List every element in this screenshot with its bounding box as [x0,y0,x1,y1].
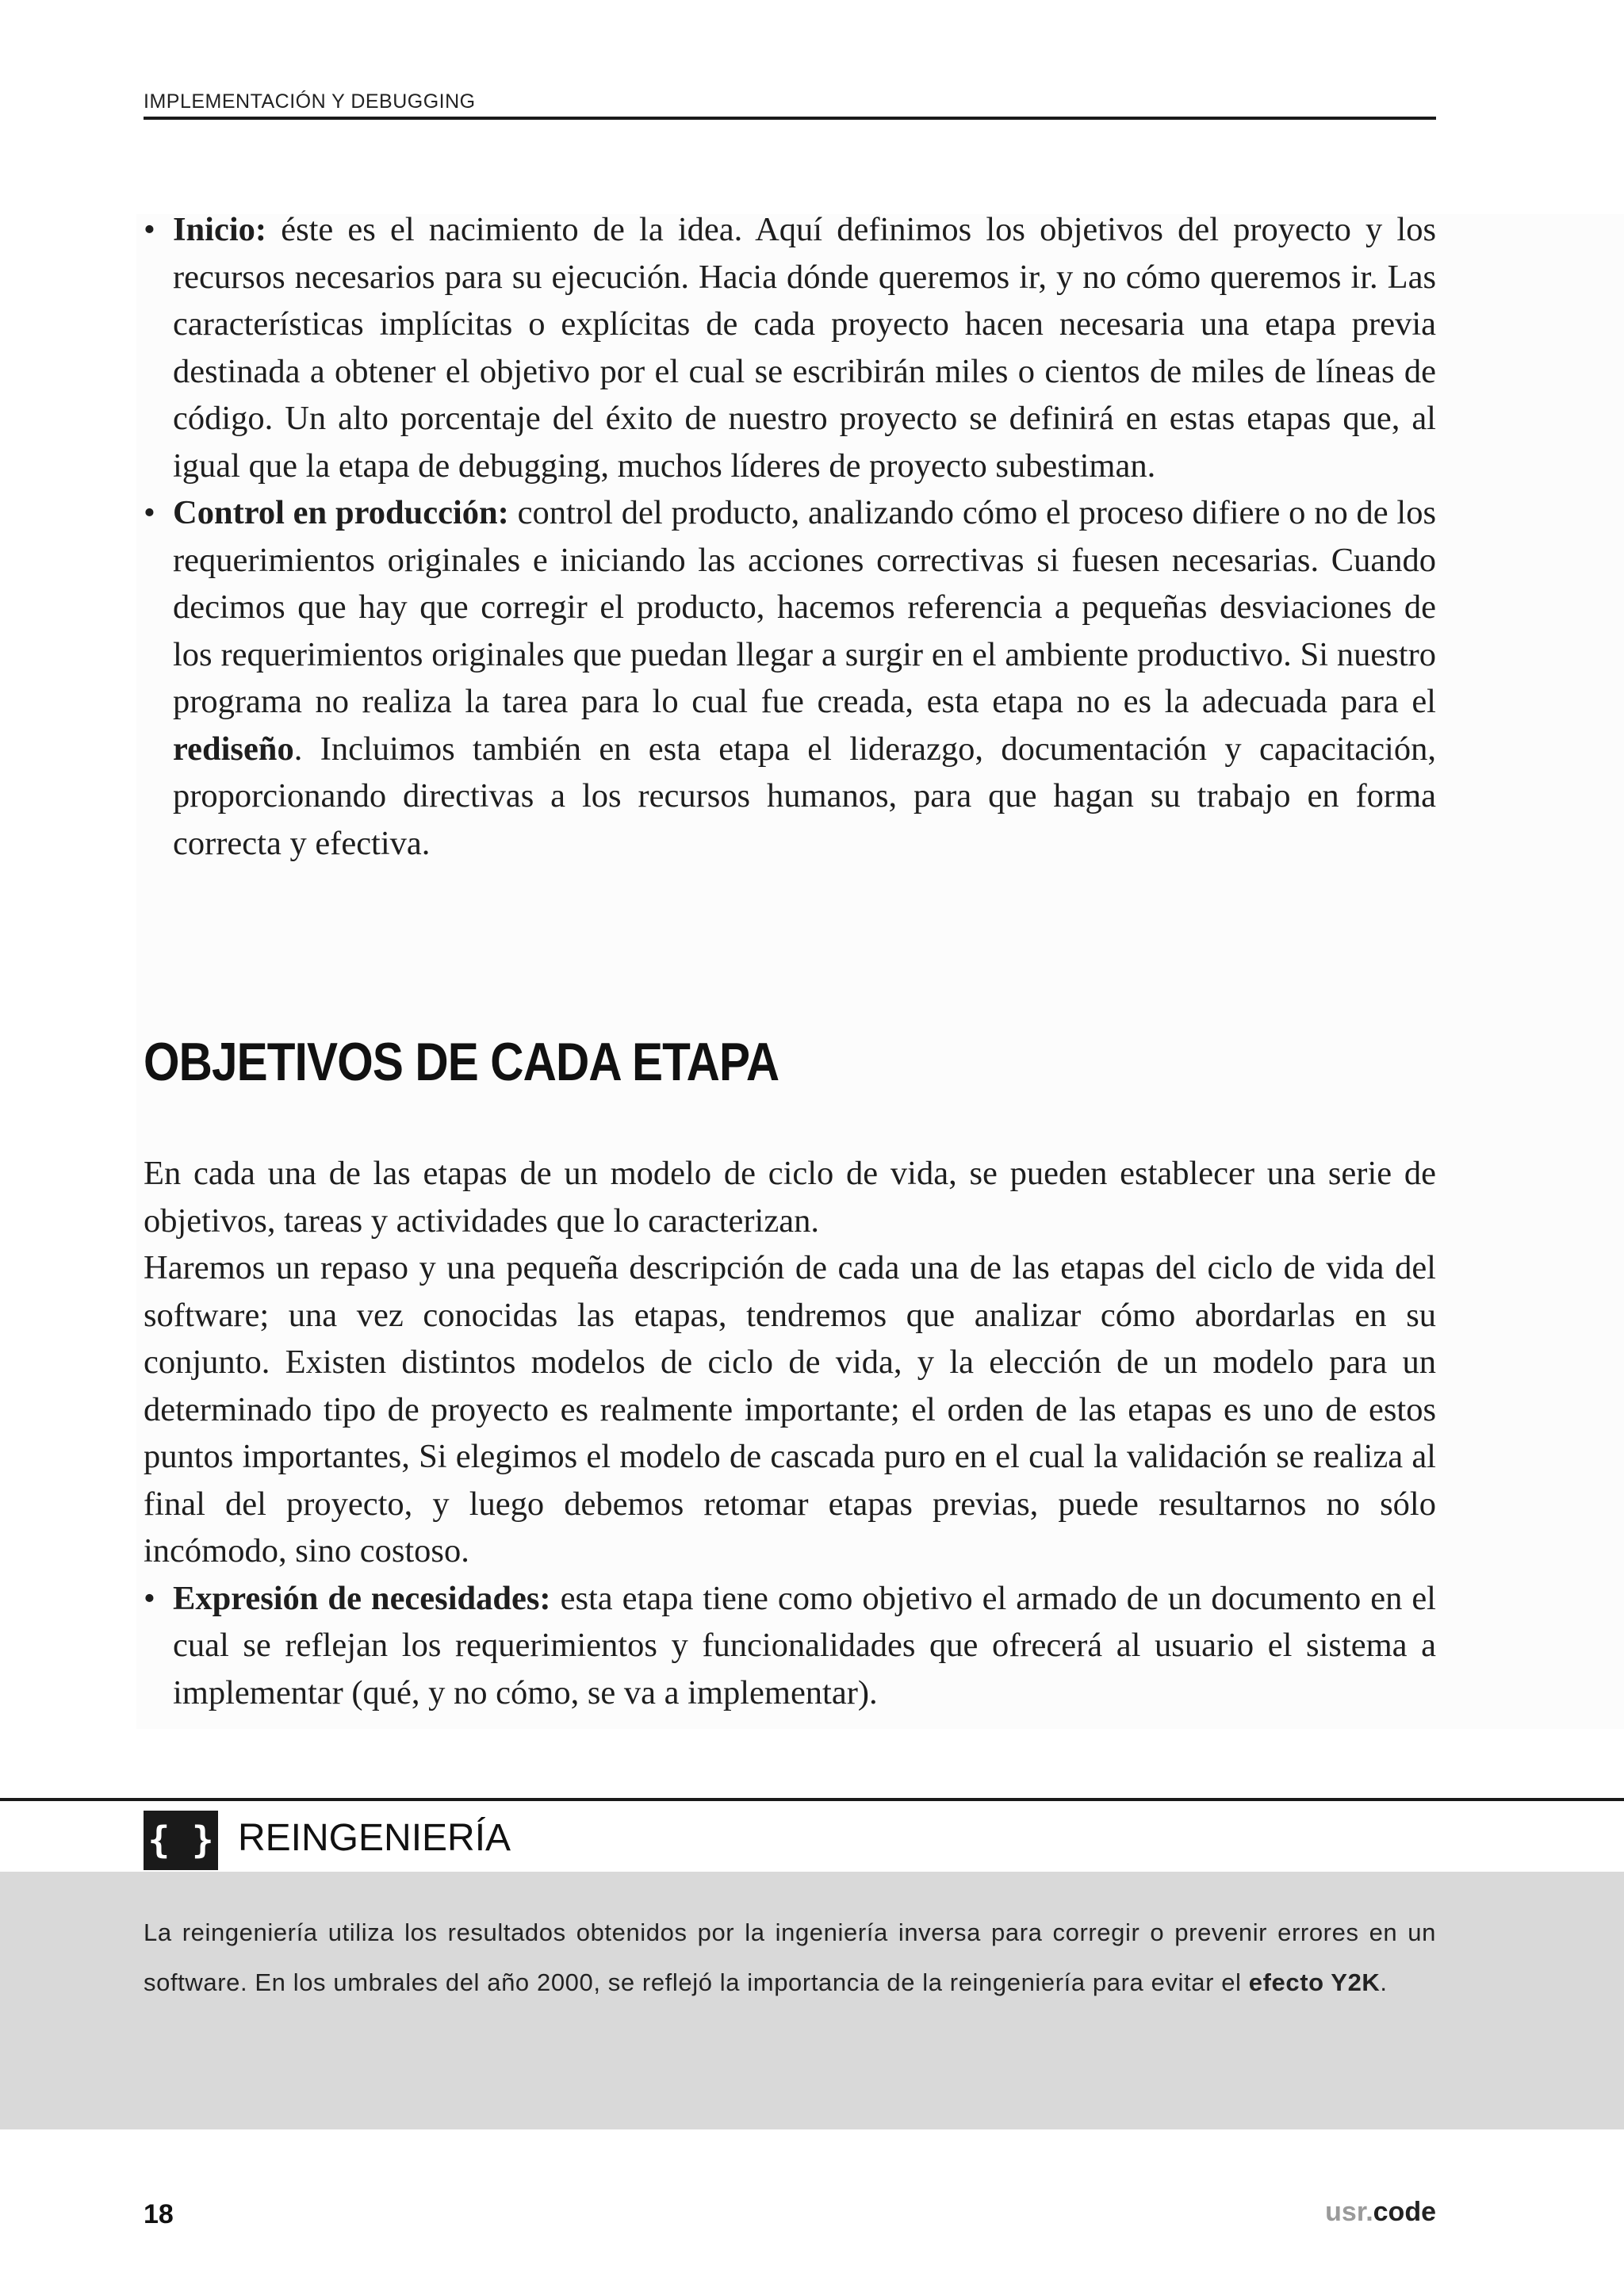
header-rule [144,117,1436,120]
box-text-body: La reingeniería utiliza los resultados obtenidos por la ingeniería inversa para corregir o prevenir errores en un software. En los umbrales del año 2000, se reflejó la importancia de la reingeniería para evitar el [144,1918,1436,1996]
section-body [144,1150,1436,1716]
bullet-control-produccion [144,489,1436,867]
bullet-expresion-necesidades [144,1575,1436,1717]
box-text [144,1907,1436,2007]
top-bullets [144,206,1436,867]
box-title: REINGENIERÍA [238,1817,511,1859]
running-header: IMPLEMENTACIÓN Y DEBUGGING [144,90,476,113]
paragraph: En cada una de las etapas de un modelo de ciclo de vida, se pueden establecer una serie de objetivos, tareas y actividades que lo caracterizan. [144,1155,1436,1240]
brand-part2: code [1373,2197,1436,2227]
bullet-inicio [144,206,1436,489]
page-number: 18 [144,2199,174,2229]
brand-part1: usr. [1325,2197,1373,2227]
box-text-end: . [1380,1968,1388,1996]
emphasis-rediseno: rediseño [173,730,294,768]
brand-logo [1325,2197,1436,2228]
curly-braces-icon: { } [144,1811,218,1870]
bullet-text: esta etapa tiene como objetivo el armado de un documento en el cual se reflejan los requerimientos y funcionalidades que ofrecerá al usuario el sistema a implementar (qué, y no cómo, se va a implementar). [173,1579,1436,1711]
bullet-term: Control en producción: [173,494,509,531]
bullet-term: Expresión de necesidades: [173,1579,551,1617]
bullet-text: . Incluimos también en esta etapa el liderazgo, documentación y capacitación, proporcionando directivas a los recursos humanos, para que hagan su trabajo en forma correcta y efectiva. [173,730,1436,862]
bullet-text: control del producto, analizando cómo el proceso difiere o no de los requerimientos originales e iniciando las acciones correctivas si fuesen necesarias. Cuando decimos que hay que corregir el producto, hacemos referencia a pequeñas desviaciones de los requerimientos originales que puedan llegar a surgir en el ambiente productivo. Si nuestro programa no realiza la tarea para lo cual fue creada, esta etapa no es la adecuada para el [173,494,1437,720]
emphasis-y2k: efecto Y2K [1248,1968,1381,1996]
section-heading: OBJETIVOS DE CADA ETAPA [144,1032,779,1092]
bullet-text: éste es el nacimiento de la idea. Aquí definimos los objetivos del proyecto y los recursos necesarios para su ejecución. Hacia dónde queremos ir, y no cómo queremos ir. Las características implícitas o explícitas de cada proyecto hacen necesaria una etapa previa destinada a obtener el objetivo por el cual se escribirán miles o cientos de miles de líneas de código. Un alto porcentaje del éxito de nuestro proyecto se definirá en estas etapas que, al igual que la etapa de debugging, muchos líderes de proyecto subestiman. [173,211,1436,485]
box-top-rule [0,1798,1624,1801]
paragraph: Haremos un repaso y una pequeña descripción de cada una de las etapas del ciclo de vida del software; una vez conocidas las etapas, tendremos que analizar cómo abordarlas en su conjunto. Existen distintos modelos de ciclo de vida, y la elección de un modelo para un determinado tipo de proyecto es realmente importante; el orden de las etapas es uno de estos puntos importantes, Si elegimos el modelo de cascada puro en el cual la validación se realiza al final del proyecto, y luego debemos retomar etapas previas, puede resultarnos no sólo incómodo, sino costoso. [144,1249,1436,1570]
bullet-term: Inicio: [173,211,267,248]
